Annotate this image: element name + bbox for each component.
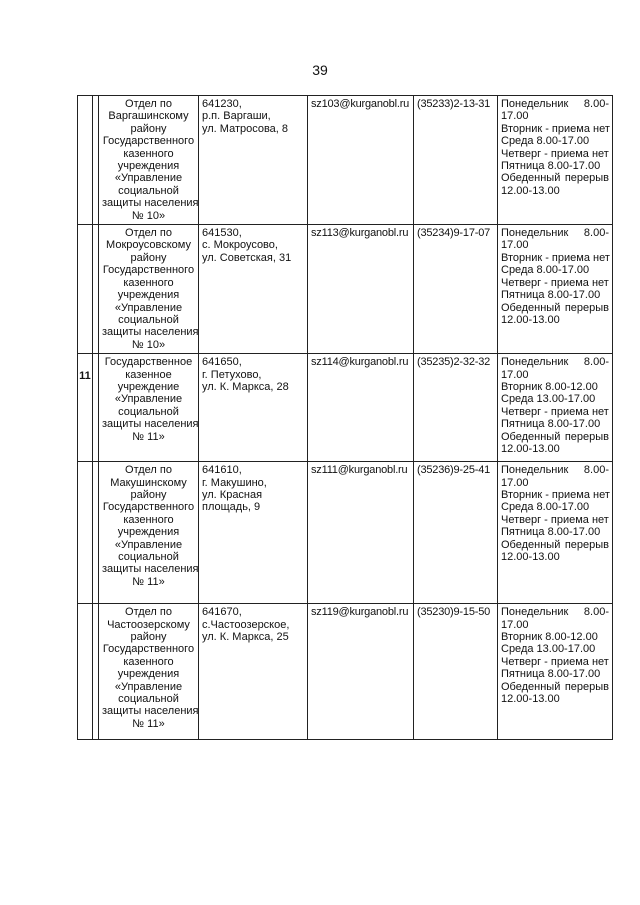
office-name-line: социальной (118, 313, 179, 326)
office-name-line: № 11» (132, 430, 165, 443)
office-name-cell (99, 225, 199, 354)
schedule-time: 8.00- (583, 227, 609, 240)
row-number-cell (78, 604, 93, 740)
phone-number: (35234)9-17-07 (417, 227, 491, 240)
address-cell (199, 604, 308, 740)
phone-number: (35230)9-15-50 (417, 606, 491, 619)
address-cell (199, 354, 308, 462)
schedule-time: 8.00- (583, 98, 609, 110)
table-row (78, 96, 613, 225)
office-name-cell (99, 462, 199, 604)
office-name-line: Варгашинскому (108, 110, 189, 123)
office-name-line: социальной (118, 184, 179, 197)
schedule-break-word: перерыв (564, 680, 609, 693)
office-name-line: казенного (123, 655, 174, 668)
schedule-break-time: 12.00-13.00 (501, 313, 560, 326)
office-name-line: «Управление (114, 393, 183, 406)
office-name-line: «Управление (114, 680, 183, 693)
row-number: 11 (79, 370, 91, 383)
phone-number: (35235)2-32-32 (417, 356, 491, 369)
phone-cell (414, 96, 498, 225)
office-name-line: «Управление (114, 301, 183, 314)
office-name-line: Отдел по (125, 606, 172, 619)
phone-cell (414, 354, 498, 462)
office-name-line: казенного (123, 276, 174, 289)
schedule-line: Среда 8.00-17.00 (501, 501, 590, 514)
row-number-cell (78, 354, 93, 462)
table-row (78, 604, 613, 740)
schedule-break-label: Обеденный (501, 301, 561, 314)
schedule-line: Четверг - приема нет (501, 405, 609, 418)
schedule-first-line (501, 227, 609, 239)
office-name-line: Мокроусовскому (106, 239, 191, 252)
office-name-line: защиты населения (102, 197, 199, 210)
offices-table (77, 95, 613, 740)
office-name-line: Отдел по (125, 98, 172, 110)
office-name-line: Частоозерскому (107, 618, 190, 631)
schedule-break-word: перерыв (564, 172, 609, 185)
schedule-line: Вторник 8.00-12.00 (501, 630, 598, 643)
schedule-line: Четверг - приема нет (501, 147, 609, 160)
address-line: площадь, 9 (202, 501, 261, 514)
schedule-line: Среда 8.00-17.00 (501, 264, 590, 277)
table-row (78, 225, 613, 354)
office-name-line: защиты населения (102, 563, 199, 576)
schedule-line: 17.00 (501, 618, 529, 631)
table-body (78, 96, 613, 740)
schedule-line: Пятница 8.00-17.00 (501, 289, 601, 302)
schedule-first-line (501, 98, 609, 110)
office-name-line: учреждения (117, 526, 180, 539)
schedule-line: Вторник - приема нет (501, 488, 610, 501)
schedule-first-line (501, 356, 609, 368)
schedule-break-line (501, 172, 609, 184)
schedule-day: Понедельник (501, 356, 569, 369)
email-cell (308, 354, 414, 462)
address-line: г. Макушино, (202, 476, 267, 489)
schedule-day: Понедельник (501, 98, 569, 110)
phone-cell (414, 462, 498, 604)
office-name-line: «Управление (114, 538, 183, 551)
email-cell (308, 604, 414, 740)
schedule-break-label: Обеденный (501, 680, 561, 693)
address-cell (199, 96, 308, 225)
row-number-cell (78, 462, 93, 604)
address-line: ул. К. Маркса, 25 (202, 630, 289, 643)
address-line: с. Мокроусово, (202, 239, 278, 252)
schedule-break-time: 12.00-13.00 (501, 442, 560, 455)
schedule-day: Понедельник (501, 464, 569, 477)
schedule-break-time: 12.00-13.00 (501, 184, 560, 197)
office-name-line: району (130, 122, 167, 135)
address-cell (199, 225, 308, 354)
schedule-break-line (501, 539, 609, 551)
schedule-day: Понедельник (501, 606, 569, 619)
address-cell (199, 462, 308, 604)
office-name-line: району (130, 251, 167, 264)
office-name-line: Государственного (102, 264, 195, 277)
office-name-line: району (130, 488, 167, 501)
office-name-line: Отдел по (125, 464, 172, 477)
schedule-line: Среда 8.00-17.00 (501, 135, 590, 148)
address-line: 641610, (202, 464, 242, 477)
schedule-line: Пятница 8.00-17.00 (501, 418, 601, 431)
schedule-break-word: перерыв (564, 538, 609, 551)
schedule-break-word: перерыв (564, 301, 609, 314)
office-name-line: казенного (123, 513, 174, 526)
row-number-cell (78, 225, 93, 354)
schedule-line: Пятница 8.00-17.00 (501, 668, 601, 681)
office-name-line: учреждения (117, 668, 180, 681)
office-name-line: учреждение (117, 380, 180, 393)
schedule-time: 8.00- (583, 464, 609, 477)
office-name-line: социальной (118, 692, 179, 705)
office-name-line: учреждения (117, 160, 180, 173)
schedule-line: Четверг - приема нет (501, 655, 609, 668)
office-name-line: «Управление (114, 172, 183, 185)
page-number: 39 (312, 62, 328, 78)
email-address: sz114@kurganobl.ru (311, 356, 409, 369)
schedule-break-label: Обеденный (501, 538, 561, 551)
schedule-line: 17.00 (501, 368, 529, 381)
address-line: ул. Советская, 31 (202, 251, 292, 264)
address-line: 641530, (202, 227, 242, 240)
address-line: 641650, (202, 356, 242, 369)
schedule-line: Четверг - приема нет (501, 513, 609, 526)
address-line: г. Петухово, (202, 368, 262, 381)
schedule-first-line (501, 606, 609, 618)
schedule-cell (498, 225, 613, 354)
address-line: р.п. Варгаши, (202, 110, 271, 123)
email-cell (308, 96, 414, 225)
address-line: ул. К. Маркса, 28 (202, 380, 289, 393)
office-name-line: социальной (118, 405, 179, 418)
schedule-break-word: перерыв (564, 430, 609, 443)
schedule-line: Пятница 8.00-17.00 (501, 160, 601, 173)
schedule-line: Пятница 8.00-17.00 (501, 526, 601, 539)
email-cell (308, 225, 414, 354)
schedule-break-label: Обеденный (501, 430, 561, 443)
email-address: sz113@kurganobl.ru (311, 227, 409, 240)
office-name-line: защиты населения (102, 418, 199, 431)
table-row (78, 462, 613, 604)
office-name-line: защиты населения (102, 705, 199, 718)
schedule-break-line (501, 302, 609, 314)
schedule-cell (498, 96, 613, 225)
office-name-line: Государственное (104, 356, 193, 369)
schedule-line: 17.00 (501, 110, 529, 123)
office-name-cell (99, 96, 199, 225)
schedule-first-line (501, 464, 609, 476)
office-name-line: № 10» (131, 209, 166, 222)
address-line: 641230, (202, 98, 242, 110)
office-name-cell (99, 604, 199, 740)
schedule-break-line (501, 681, 609, 693)
address-line: ул. Матросова, 8 (202, 122, 289, 135)
phone-cell (414, 225, 498, 354)
email-address: sz103@kurganobl.ru (311, 98, 410, 110)
schedule-time: 8.00- (583, 356, 609, 369)
address-line: ул. Красная (202, 488, 263, 501)
schedule-cell (498, 354, 613, 462)
email-address: sz111@kurganobl.ru (311, 464, 408, 477)
office-name-line: Отдел по (125, 227, 172, 240)
email-cell (308, 462, 414, 604)
office-name-line: району (130, 630, 167, 643)
schedule-break-line (501, 431, 609, 443)
office-name-line: Государственного (102, 501, 195, 514)
table-row (78, 354, 613, 462)
schedule-line: Вторник - приема нет (501, 122, 610, 135)
schedule-line: 17.00 (501, 239, 529, 252)
office-name-line: социальной (118, 550, 179, 563)
address-line: 641670, (202, 606, 242, 619)
schedule-line: Вторник 8.00-12.00 (501, 380, 598, 393)
phone-cell (414, 604, 498, 740)
schedule-time: 8.00- (583, 606, 609, 619)
office-name-line: защиты населения (102, 326, 199, 339)
office-name-line: казенное (125, 368, 172, 381)
office-name-line: учреждения (117, 289, 180, 302)
schedule-break-time: 12.00-13.00 (501, 692, 560, 705)
office-name-line: Государственного (102, 135, 195, 148)
office-name-line: № 11» (132, 575, 165, 588)
schedule-line: Вторник - приема нет (501, 251, 610, 264)
schedule-line: Среда 13.00-17.00 (501, 643, 596, 656)
row-number-cell (78, 96, 93, 225)
schedule-line: 17.00 (501, 476, 529, 489)
office-name-line: Государственного (102, 643, 195, 656)
office-name-line: Макушинскому (110, 476, 187, 489)
address-line: с.Частоозерское, (202, 618, 290, 631)
schedule-day: Понедельник (501, 227, 569, 240)
schedule-break-time: 12.00-13.00 (501, 550, 560, 563)
schedule-cell (498, 604, 613, 740)
phone-number: (35233)2-13-31 (417, 98, 491, 110)
schedule-cell (498, 462, 613, 604)
schedule-break-label: Обеденный (501, 172, 561, 185)
office-name-line: казенного (123, 147, 174, 160)
office-name-line: № 11» (132, 717, 165, 730)
email-address: sz119@kurganobl.ru (311, 606, 409, 619)
schedule-line: Четверг - приема нет (501, 276, 609, 289)
schedule-line: Среда 13.00-17.00 (501, 393, 596, 406)
office-name-line: № 10» (131, 338, 166, 351)
office-name-cell (99, 354, 199, 462)
phone-number: (35236)9-25-41 (417, 464, 491, 477)
